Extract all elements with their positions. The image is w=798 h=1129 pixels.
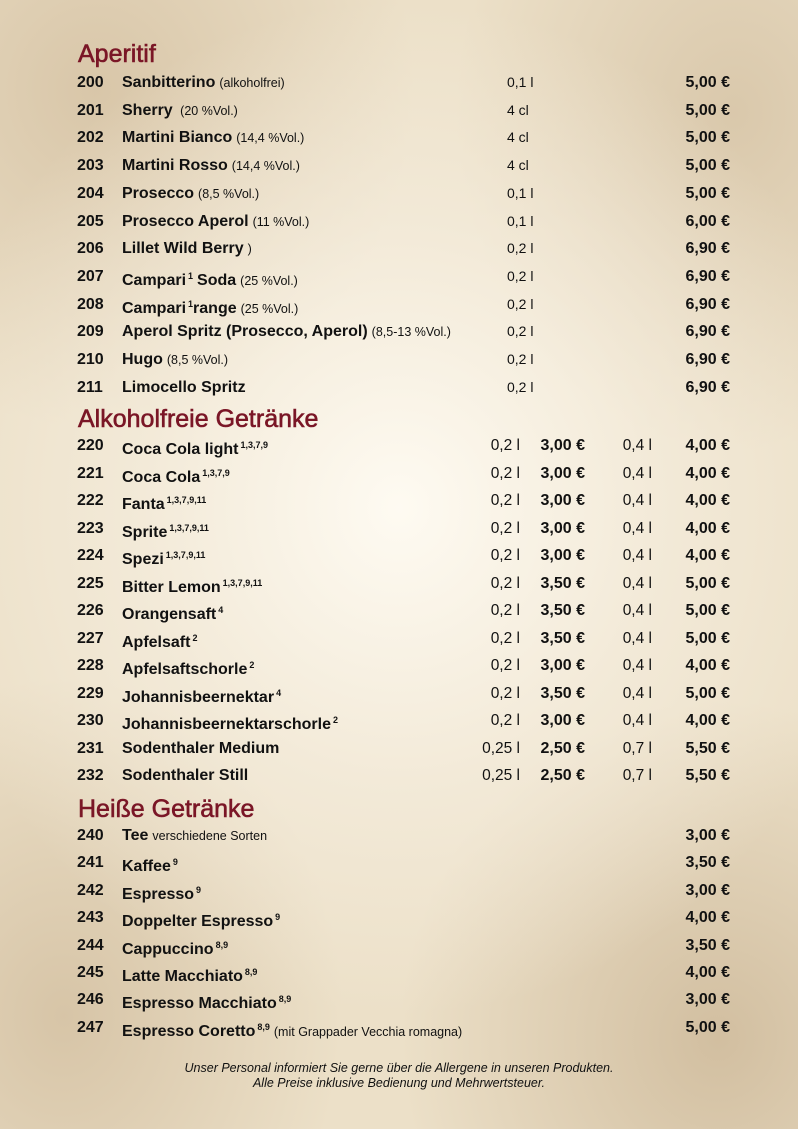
large-price: 4,00 € [685, 712, 730, 729]
item-number: 204 [77, 184, 104, 202]
small-volume: 0,2 l [490, 519, 520, 537]
footer-price-note: Alle Preise inklusive Bedienung und Mehrwertsteuer. [252, 1076, 546, 1090]
small-price: 3,00 € [540, 464, 585, 482]
item-name [122, 849, 178, 880]
menu-item-row [0, 235, 798, 262]
large-price: 4,00 € [685, 519, 730, 537]
allergen-superscript: 9 [196, 884, 202, 895]
allergen-superscript: 9 [172, 857, 178, 868]
item-number: 223 [77, 519, 104, 537]
allergen-superscript: 4 [218, 605, 224, 615]
item-price: 3,00 € [685, 881, 730, 899]
menu-item-row [0, 542, 798, 569]
item-name-text: Fanta [122, 496, 165, 513]
item-name-text: Johannisbeernektarschorle [122, 716, 331, 733]
menu-item-row [0, 570, 798, 597]
small-volume: 0,2 l [490, 437, 520, 454]
item-name [122, 69, 285, 97]
item-name-text: Campari [122, 299, 187, 317]
item-name-text: Hugo [122, 351, 163, 368]
large-price: 5,00 € [685, 574, 730, 592]
item-name [122, 570, 262, 601]
item-price: 3,00 € [685, 991, 730, 1009]
item-name [122, 680, 281, 711]
item-volume: 4 cl [507, 101, 529, 118]
item-volume: 4 cl [507, 129, 529, 146]
item-number: 210 [77, 351, 104, 368]
menu-item-row [0, 822, 798, 849]
item-name-text: Cappuccino [122, 940, 214, 958]
large-volume: 0,4 l [622, 492, 652, 509]
item-name [122, 932, 228, 963]
menu-item-row [0, 180, 798, 207]
allergen-superscript: 4 [276, 687, 282, 698]
item-note: (8,5 %Vol.) [198, 186, 260, 201]
item-name-text: Limocello Spritz [122, 378, 246, 396]
item-number: 230 [77, 712, 104, 729]
menu-item-row [0, 487, 798, 514]
item-name [122, 346, 228, 374]
item-name-text: Sodenthaler Still [122, 767, 249, 784]
item-name-text: Aperol Spritz (Prosecco, Aperol) [122, 323, 368, 341]
large-volume: 0,4 l [622, 437, 652, 454]
small-volume: 0,2 l [490, 602, 520, 619]
small-price: 2,50 € [540, 739, 585, 757]
menu-item-row [0, 97, 798, 124]
item-name [122, 97, 238, 125]
menu-item-row [0, 762, 798, 789]
small-volume: 0,2 l [490, 547, 520, 564]
small-price: 3,50 € [540, 629, 585, 647]
item-name [122, 318, 451, 346]
item-name [122, 597, 223, 628]
item-name-text: Campari [122, 271, 187, 289]
small-price: 3,00 € [540, 437, 585, 454]
item-name-text: Sanbitterino [122, 74, 216, 91]
item-number: 228 [77, 657, 104, 674]
large-price: 4,00 € [685, 492, 730, 509]
item-volume: 0,2 l [507, 240, 534, 257]
item-name-text: Apfelsaft [122, 633, 191, 651]
item-number: 242 [77, 881, 104, 899]
item-price: 6,00 € [685, 212, 730, 230]
small-price: 3,00 € [540, 547, 585, 564]
small-price: 3,00 € [540, 712, 585, 729]
small-price: 3,50 € [540, 684, 585, 702]
item-name-suffix: range [193, 299, 237, 317]
item-note: verschiedene Sorten [152, 829, 268, 843]
item-name-text: Martini Rosso [122, 157, 228, 175]
item-name [122, 180, 259, 208]
section-title-aperitif: Aperitif [78, 40, 156, 68]
item-name [122, 515, 209, 546]
item-name-text: Sherry [122, 101, 173, 119]
item-volume: 0,2 l [507, 351, 534, 367]
item-price: 5,00 € [685, 129, 730, 147]
item-volume: 0,2 l [507, 378, 534, 395]
item-name [122, 124, 304, 152]
menu-item-row [0, 735, 798, 762]
large-volume: 0,4 l [622, 547, 652, 564]
item-number: 225 [77, 574, 104, 592]
menu-item-row [0, 652, 798, 679]
item-price: 5,00 € [685, 157, 730, 175]
small-volume: 0,2 l [490, 574, 520, 592]
menu-item-row [0, 208, 798, 235]
large-volume: 0,4 l [622, 574, 652, 592]
small-volume: 0,2 l [490, 629, 520, 647]
item-name-text: Orangensaft [122, 606, 217, 623]
large-volume: 0,4 l [622, 519, 652, 537]
item-number: 243 [77, 909, 104, 927]
item-price: 3,00 € [685, 827, 730, 844]
small-volume: 0,25 l [482, 739, 520, 757]
item-name-text: Kaffee [122, 858, 171, 876]
item-name-text: Espresso [122, 885, 195, 903]
item-price: 4,00 € [685, 964, 730, 981]
small-volume: 0,25 l [482, 767, 520, 784]
item-number: 227 [77, 629, 104, 647]
item-name-text: Espresso Macchiato [122, 995, 277, 1013]
small-volume: 0,2 l [490, 712, 520, 729]
item-number: 240 [77, 827, 104, 844]
small-volume: 0,2 l [490, 492, 520, 509]
item-price: 3,50 € [685, 936, 730, 954]
item-volume: 0,2 l [507, 323, 534, 340]
item-number: 222 [77, 492, 104, 509]
item-name-text: Lillet Wild Berry [122, 240, 244, 258]
allergen-superscript: 8,9 [244, 967, 258, 977]
menu-item-row [0, 460, 798, 487]
item-number: 246 [77, 991, 104, 1009]
item-name-text: Martini Bianco [122, 129, 233, 147]
large-volume: 0,4 l [622, 684, 652, 702]
large-price: 5,00 € [685, 629, 730, 647]
item-price: 6,90 € [685, 267, 730, 285]
small-volume: 0,2 l [490, 464, 520, 482]
large-volume: 0,4 l [622, 602, 652, 619]
item-volume: 4 cl [507, 157, 529, 174]
menu-item-row [0, 515, 798, 542]
item-price: 6,90 € [685, 295, 730, 313]
item-name-text: Bitter Lemon [122, 578, 221, 596]
item-number: 206 [77, 240, 104, 258]
allergen-superscript: 2 [192, 632, 198, 643]
small-price: 3,00 € [540, 492, 585, 509]
item-volume: 0,1 l [507, 74, 534, 90]
item-number: 208 [77, 295, 104, 313]
item-name-text: Latte Macchiato [122, 968, 243, 985]
item-name-text: Espresso Coretto [122, 1022, 256, 1040]
menu-item-row [0, 986, 798, 1013]
allergen-superscript: 8,9 [215, 939, 229, 950]
large-price: 5,50 € [685, 739, 730, 757]
item-note: (14,4 %Vol.) [231, 159, 300, 174]
item-name [122, 986, 291, 1017]
item-volume: 0,1 l [507, 184, 534, 201]
item-number: 224 [77, 547, 104, 564]
item-volume: 0,2 l [507, 267, 534, 284]
item-note: (14,4 %Vol.) [236, 131, 305, 146]
item-volume: 0,1 l [507, 212, 534, 229]
large-volume: 0,4 l [622, 629, 652, 647]
item-number: 231 [77, 739, 104, 757]
item-price: 5,00 € [685, 1018, 730, 1036]
menu-item-row [0, 904, 798, 931]
allergen-superscript: 8,9 [257, 1021, 270, 1032]
item-name [122, 235, 252, 263]
large-price: 5,00 € [685, 684, 730, 702]
item-number: 229 [77, 684, 104, 702]
item-name [122, 959, 257, 990]
item-name-text: Coca Cola light [122, 441, 239, 458]
large-price: 4,00 € [685, 437, 730, 454]
menu-item-row [0, 346, 798, 373]
menu-item-row [0, 1014, 798, 1041]
item-name [122, 707, 338, 738]
large-volume: 0,4 l [622, 712, 652, 729]
large-price: 4,00 € [685, 547, 730, 564]
item-number: 241 [77, 854, 104, 872]
allergen-superscript: 1,3,7,9 [202, 467, 230, 478]
item-number: 245 [77, 964, 104, 981]
item-name-text: Apfelsaftschorle [122, 661, 248, 678]
item-number: 244 [77, 936, 104, 954]
item-name [122, 625, 197, 656]
item-name-text: Sodenthaler Medium [122, 739, 280, 757]
menu-item-row [0, 263, 798, 290]
item-note: (20 %Vol.) [176, 103, 238, 118]
item-price: 5,00 € [685, 184, 730, 202]
allergen-superscript: 1,3,7,9 [240, 440, 268, 450]
item-note: (25 %Vol.) [240, 273, 298, 288]
menu-item-row [0, 877, 798, 904]
item-number: 202 [77, 129, 104, 147]
item-name-suffix: Soda [197, 271, 237, 289]
item-name [122, 432, 268, 463]
item-number: 226 [77, 602, 104, 619]
menu-item-row [0, 597, 798, 624]
item-note: (8,5 %Vol.) [166, 353, 229, 367]
item-price: 3,50 € [685, 854, 730, 872]
menu-item-row [0, 124, 798, 151]
item-name [122, 460, 230, 491]
large-volume: 0,7 l [622, 767, 652, 784]
large-volume: 0,4 l [622, 657, 652, 674]
item-name-text: Prosecco [122, 184, 195, 202]
item-number: 220 [77, 437, 104, 454]
item-name-text: Doppelter Espresso [122, 913, 274, 931]
item-number: 232 [77, 767, 104, 784]
item-name [122, 542, 205, 573]
allergen-superscript: 2 [332, 715, 338, 725]
item-number: 203 [77, 157, 104, 175]
allergen-superscript: 1 [188, 270, 194, 281]
item-number: 201 [77, 101, 104, 119]
menu-item-row [0, 849, 798, 876]
menu-item-row [0, 707, 798, 734]
section-title-alkoholfreie-getraenke: Alkoholfreie Getränke [78, 405, 319, 433]
item-name [122, 652, 254, 683]
menu-item-row [0, 625, 798, 652]
item-price: 5,00 € [685, 101, 730, 119]
item-note: (8,5-13 %Vol.) [371, 325, 451, 340]
allergen-superscript: 9 [275, 912, 281, 923]
item-number: 200 [77, 74, 104, 91]
item-name [122, 877, 201, 908]
item-price: 6,90 € [685, 351, 730, 368]
section-title-heisse-getraenke: Heiße Getränke [78, 795, 255, 823]
allergen-superscript: 2 [249, 660, 255, 670]
small-price: 3,50 € [540, 574, 585, 592]
large-price: 4,00 € [685, 657, 730, 674]
item-name [122, 822, 267, 850]
item-name [122, 152, 300, 180]
item-number: 247 [77, 1018, 104, 1036]
small-volume: 0,2 l [490, 684, 520, 702]
item-number: 205 [77, 212, 104, 230]
item-name [122, 762, 248, 789]
item-note: (25 %Vol.) [240, 301, 299, 316]
menu-item-row [0, 932, 798, 959]
allergen-superscript: 1,3,7,9,11 [165, 550, 206, 560]
item-number: 221 [77, 464, 104, 482]
item-price: 6,90 € [685, 323, 730, 341]
allergen-superscript: 1,3,7,9,11 [169, 522, 209, 533]
allergen-superscript: 1,3,7,9,11 [222, 577, 263, 588]
item-number: 209 [77, 323, 104, 341]
menu-item-row [0, 69, 798, 96]
item-note: (11 %Vol.) [252, 214, 310, 229]
allergen-superscript: 1,3,7,9,11 [166, 495, 207, 505]
item-volume: 0,2 l [507, 295, 534, 312]
menu-item-row [0, 432, 798, 459]
large-price: 4,00 € [685, 464, 730, 482]
allergen-superscript: 8,9 [278, 994, 292, 1005]
menu-item-row [0, 152, 798, 179]
item-price: 4,00 € [685, 909, 730, 927]
item-name-text: Sprite [122, 523, 168, 541]
item-name-text: Spezi [122, 551, 164, 568]
allergen-superscript: 1 [188, 298, 194, 309]
large-price: 5,50 € [685, 767, 730, 784]
menu-item-row [0, 959, 798, 986]
large-volume: 0,7 l [622, 739, 652, 757]
item-name-text: Johannisbeernektar [122, 688, 275, 706]
item-number: 211 [77, 378, 103, 396]
menu-item-row [0, 318, 798, 345]
large-volume: 0,4 l [622, 464, 652, 482]
small-price: 3,00 € [540, 657, 585, 674]
large-price: 5,00 € [685, 602, 730, 619]
menu-item-row [0, 680, 798, 707]
item-number: 207 [77, 267, 104, 285]
item-price: 6,90 € [685, 378, 730, 396]
footer-note [0, 1061, 798, 1091]
item-name-text: Tee [122, 827, 149, 844]
item-note: (mit Grappader Vecchia romagna) [273, 1024, 463, 1039]
footer-allergen-note: Unser Personal informiert Sie gerne über die Allergene in unseren Produkten. [184, 1061, 614, 1075]
menu-item-row [0, 291, 798, 318]
small-price: 3,50 € [540, 602, 585, 619]
small-price: 2,50 € [540, 767, 585, 784]
item-name [122, 487, 206, 518]
menu-item-row [0, 374, 798, 401]
small-volume: 0,2 l [490, 657, 520, 674]
item-price: 5,00 € [685, 74, 730, 91]
item-note: ) [247, 242, 252, 257]
item-note: (alkoholfrei) [219, 76, 285, 90]
item-price: 6,90 € [685, 240, 730, 258]
item-name [122, 1014, 462, 1046]
item-name [122, 904, 280, 935]
item-name [122, 374, 246, 401]
item-name-text: Coca Cola [122, 468, 201, 486]
item-name [122, 735, 279, 762]
item-name [122, 208, 309, 236]
item-name-text: Prosecco Aperol [122, 212, 249, 230]
small-price: 3,00 € [540, 519, 585, 537]
